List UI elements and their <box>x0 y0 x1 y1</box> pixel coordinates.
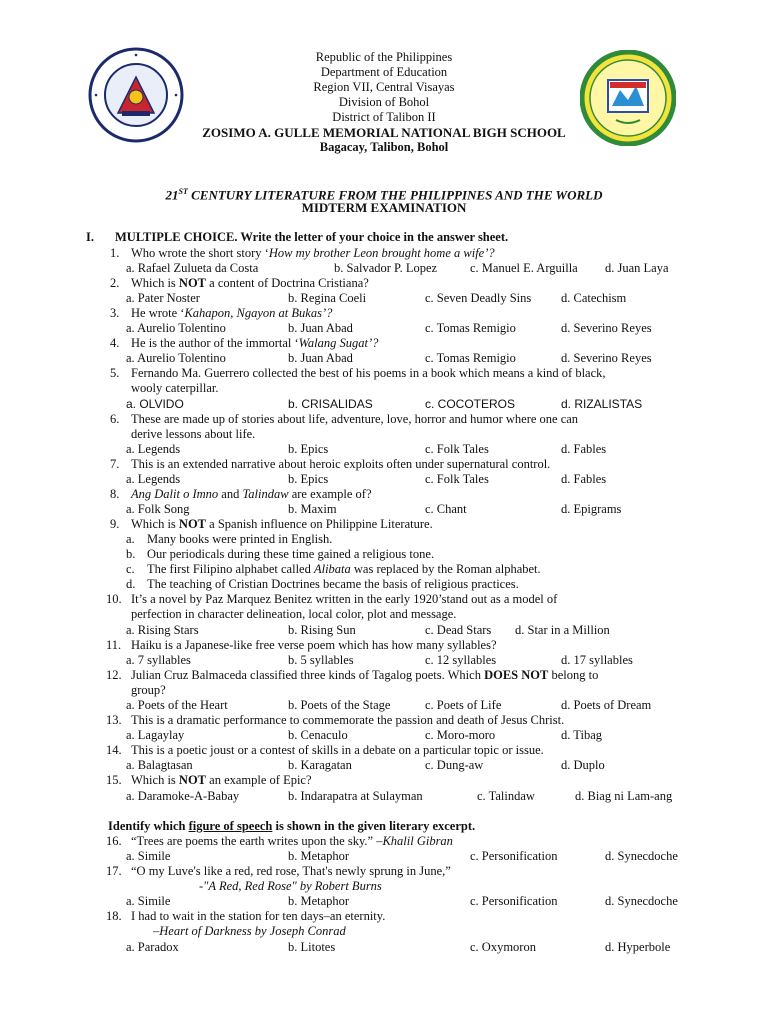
option-c: c. COCOTEROS <box>425 397 516 411</box>
option-c: c. Personification <box>470 894 558 908</box>
option-d: The teaching of Cristian Doctrines became the basis of religious practices. <box>147 577 519 591</box>
question-text: Julian Cruz Balmaceda classified three kinds of Tagalog poets. Which DOES NOT belong to <box>131 668 599 682</box>
option-d: d. Severino Reyes <box>561 321 652 335</box>
question-text: Who wrote the short story ‘How my brother Leon brought home a wife’? <box>131 246 495 260</box>
option-b: b. Epics <box>288 442 329 456</box>
question-number: 3. <box>110 306 120 320</box>
option-b: b. CRISALIDAS <box>288 397 373 411</box>
question-number: 18. <box>106 909 122 923</box>
option-a: a. Aurelio Tolentino <box>126 321 226 335</box>
option-a: a. Simile <box>126 849 171 863</box>
question-text-continued: wooly caterpillar. <box>131 381 219 395</box>
option-b: b. Salvador P. Lopez <box>334 261 438 275</box>
option-d: d. Hyperbole <box>605 940 671 954</box>
question-number: 1. <box>110 246 120 260</box>
question-text: “Trees are poems the earth writes upon the sky.” –Khalil Gibran <box>131 834 453 848</box>
exam-title-text: CENTURY LITERATURE FROM THE PHILIPPINES AND THE WORLD <box>187 187 603 203</box>
question-number: 7. <box>110 457 120 471</box>
option-d: d. RIZALISTAS <box>561 397 643 411</box>
option-c: c. Personification <box>470 849 558 863</box>
school-address: Bagacay, Talibon, Bohol <box>319 140 449 154</box>
question-number: 2. <box>110 276 120 290</box>
option-a-letter: a. <box>126 532 135 546</box>
exam-subtitle: MIDTERM EXAMINATION <box>301 200 467 215</box>
question-text: Fernando Ma. Guerrero collected the best of his poems in a book which means a kind of black, <box>131 366 606 380</box>
option-c: c. Talindaw <box>477 789 535 803</box>
question-text: Haiku is a Japanese-like free verse poem which has how many syllables? <box>131 638 497 652</box>
option-a: a. Rising Stars <box>126 623 199 637</box>
question-text: This is a poetic joust or a contest of skills in a debate on a particular topic or issue. <box>131 743 544 757</box>
option-a: a. Legends <box>126 472 181 486</box>
question-number: 17. <box>106 864 122 878</box>
question-number: 8. <box>110 487 120 501</box>
question-source: –Heart of Darkness by Joseph Conrad <box>153 924 346 938</box>
question-text: Which is NOT an example of Epic? <box>131 773 312 787</box>
option-c: The first Filipino alphabet called Alibata was replaced by the Roman alphabet. <box>147 562 541 576</box>
question-number: 4. <box>110 336 120 350</box>
school-name: ZOSIMO A. GULLE MEMORIAL NATIONAL BIGH SCHOOL <box>202 125 566 140</box>
question-number: 13. <box>106 713 122 727</box>
option-c: c. Moro-moro <box>425 728 496 742</box>
option-b-letter: b. <box>126 547 136 561</box>
question-number: 16. <box>106 834 122 848</box>
header-region: Region VII, Central Visayas <box>313 80 455 94</box>
option-c: c. 12 syllables <box>425 653 497 667</box>
option-c: c. Manuel E. Arguilla <box>470 261 578 275</box>
question-text-continued: perfection in character delineation, local color, plot and message. <box>131 607 457 621</box>
option-c: c. Chant <box>425 502 467 516</box>
question-source: -"A Red, Red Rose" by Robert Burns <box>199 879 382 893</box>
question-text: “O my Luve's like a red, red rose, That's newly sprung in June,” <box>131 864 451 878</box>
option-d: d. Epigrams <box>561 502 622 516</box>
option-d: d. Poets of Dream <box>561 698 652 712</box>
option-b: b. Indarapatra at Sulayman <box>288 789 423 803</box>
option-c: c. Dead Stars <box>425 623 492 637</box>
question-text: He wrote ‘Kahapon, Ngayon at Bukas’? <box>131 306 333 320</box>
option-b: b. Poets of the Stage <box>288 698 391 712</box>
section-instruction: Identify which figure of speech is shown in the given literary excerpt. <box>108 819 476 833</box>
question-number: 9. <box>110 517 120 531</box>
option-b: b. Juan Abad <box>288 351 353 365</box>
question-number: 14. <box>106 743 122 757</box>
question-number: 6. <box>110 412 120 426</box>
option-a: a. 7 syllables <box>126 653 191 667</box>
option-d: d. Fables <box>561 442 607 456</box>
question-text-continued: group? <box>131 683 166 697</box>
option-a: a. Folk Song <box>126 502 190 516</box>
question-text: This is a dramatic performance to commemorate the passion and death of Jesus Christ. <box>131 713 565 727</box>
option-d: d. Biag ni Lam-ang <box>575 789 673 803</box>
option-a: a. Legends <box>126 442 181 456</box>
question-text: Which is NOT a Spanish influence on Philippine Literature. <box>131 517 433 531</box>
option-c: c. Tomas Remigio <box>425 321 516 335</box>
option-d: d. Severino Reyes <box>561 351 652 365</box>
question-text: This is an extended narrative about heroic exploits often under supernatural control. <box>131 457 551 471</box>
header-division: Division of Bohol <box>338 95 430 109</box>
question-number: 5. <box>110 366 120 380</box>
option-d: d. Tibag <box>561 728 602 742</box>
option-d: d. Catechism <box>561 291 627 305</box>
option-b: b. 5 syllables <box>288 653 354 667</box>
option-a: a. Daramoke-A-Babay <box>126 789 240 803</box>
section-instruction: MULTIPLE CHOICE. Write the letter of your choice in the answer sheet. <box>115 230 509 244</box>
question-number: 10. <box>106 592 122 606</box>
option-d: d. Synecdoche <box>605 849 678 863</box>
option-a: a. Rafael Zulueta da Costa <box>126 261 259 275</box>
option-b: b. Metaphor <box>288 894 350 908</box>
option-a: a. Lagaylay <box>126 728 185 742</box>
option-a: a. Pater Noster <box>126 291 200 305</box>
option-c: c. Tomas Remigio <box>425 351 516 365</box>
option-b: b. Karagatan <box>288 758 352 772</box>
question-number: 15. <box>106 773 122 787</box>
option-c: c. Dung-aw <box>425 758 484 772</box>
option-a: a. Balagtasan <box>126 758 193 772</box>
option-c: c. Poets of Life <box>425 698 502 712</box>
option-a: a. Aurelio Tolentino <box>126 351 226 365</box>
question-text: Ang Dalit o Imno and Talindaw are example of? <box>131 487 372 501</box>
option-c: c. Folk Tales <box>425 442 489 456</box>
question-text: He is the author of the immortal ‘Walang Sugat’? <box>131 336 379 350</box>
option-d: d. Duplo <box>561 758 605 772</box>
section-numeral: I. <box>86 230 94 244</box>
header-district: District of Talibon II <box>332 110 436 124</box>
option-b: b. Metaphor <box>288 849 350 863</box>
option-d: d. Fables <box>561 472 607 486</box>
header-department: Department of Education <box>320 65 448 79</box>
option-c: c. Seven Deadly Sins <box>425 291 532 305</box>
option-d: d. Synecdoche <box>605 894 678 908</box>
option-c-letter: c. <box>126 562 135 576</box>
option-b: b. Maxim <box>288 502 337 516</box>
question-text: I had to wait in the station for ten days–an eternity. <box>131 909 386 923</box>
option-b: Our periodicals during these time gained a religious tone. <box>147 547 435 561</box>
question-text: These are made up of stories about life, adventure, love, horror and humor where one can <box>131 412 579 426</box>
header-republic: Republic of the Philippines <box>315 50 453 64</box>
question-number: 11. <box>106 638 122 652</box>
option-a: a. Poets of the Heart <box>126 698 228 712</box>
option-b: b. Cenaculo <box>288 728 348 742</box>
exam-title-superscript: ST <box>178 187 188 196</box>
option-a: Many books were printed in English. <box>147 532 333 546</box>
option-a: a. OLVIDO <box>126 397 184 411</box>
option-b: b. Juan Abad <box>288 321 353 335</box>
option-b: b. Rising Sun <box>288 623 356 637</box>
option-a: a. Simile <box>126 894 171 908</box>
option-d: d. 17 syllables <box>561 653 633 667</box>
option-b: b. Regina Coeli <box>288 291 367 305</box>
option-c: c. Oxymoron <box>470 940 536 954</box>
option-d: d. Juan Laya <box>605 261 669 275</box>
question-text: Which is NOT a content of Doctrina Cristiana? <box>131 276 369 290</box>
exam-title-number: 21 <box>165 187 179 203</box>
option-b: b. Epics <box>288 472 329 486</box>
question-text-continued: derive lessons about life. <box>131 427 256 441</box>
question-text: It’s a novel by Paz Marquez Benitez written in the early 1920’stand out as a model of <box>131 592 558 606</box>
option-c: c. Folk Tales <box>425 472 489 486</box>
option-a: a. Paradox <box>126 940 179 954</box>
option-d-letter: d. <box>126 577 136 591</box>
question-number: 12. <box>106 668 122 682</box>
option-b: b. Litotes <box>288 940 336 954</box>
option-d: d. Star in a Million <box>515 623 610 637</box>
